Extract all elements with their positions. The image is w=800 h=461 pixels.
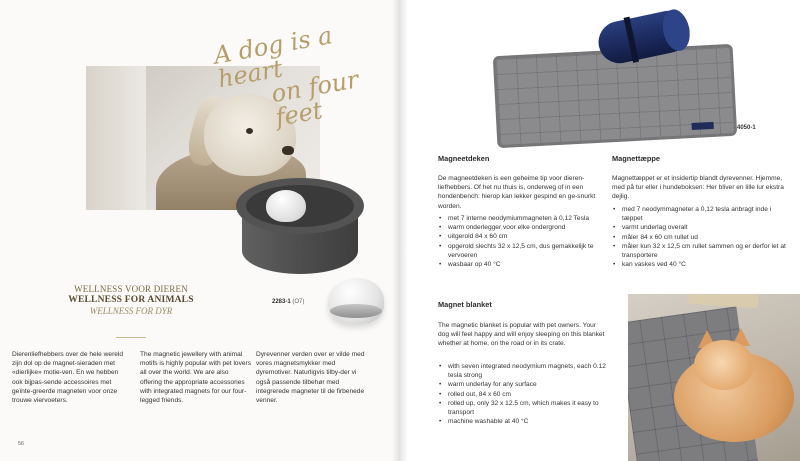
list-item: • rolled up, only 32 x 12.5 cm, which makes it easy to transport — [438, 399, 608, 417]
text-column-en: The magnetic jewellery with animal motifs is highly popular with pet lovers all over the world. We are also offering the appropriate accessories with integrated magnets for our four-legged friends. — [140, 351, 252, 405]
wellness-da: WELLNESS FOR DYR — [89, 306, 173, 316]
magnet-stone-image — [328, 278, 384, 324]
list-item: • met 7 interne neodymiummagneten à 0,12 Tesla — [438, 214, 598, 223]
heading-magnet-blanket: Magnet blanket — [438, 300, 492, 309]
wellness-nl: WELLNESS VOOR DIEREN — [74, 284, 188, 294]
text-column-da: Dyrevenner verden over er vilde med vores magnetsmykker med dyremotiver. Naturligvis tilby-der vi også passende tilbehør med integrerede magneter til de firbenede venner. — [256, 351, 365, 405]
list-item: • måler 84 x 60 cm rullet ud — [612, 233, 792, 242]
bullets-magnet-blanket — [438, 362, 608, 426]
list-item: • machine washable at 40 °C — [438, 417, 608, 426]
list-item: • med 7 neodymmagneter a 0,12 tesla anbragt inde i tæppet — [612, 205, 792, 223]
text-column-nl: Dierenliefhebbers over de hele wereld zijn dol op de magnet-sieraden met «dierlijke» motie-ven. En we hebben ook bijpas-sende accessoires met geïnte-greerde magneten voor onze trouwe viervoeters. — [12, 351, 124, 405]
book-gutter — [392, 0, 408, 461]
list-item: • rolled out, 84 x 60 cm — [438, 390, 608, 399]
heading-magnettaeppe: Magnettæppe — [612, 154, 661, 163]
list-item: • måler kun 32 x 12,5 cm rullet sammen og er derfor let at transportere — [612, 242, 792, 260]
product-code: 2283-1 — [272, 299, 291, 305]
list-item: • with seven integrated neodymium magnets, each 0.12 tesla strong — [438, 362, 608, 380]
tape-strip — [688, 294, 759, 308]
product-code-suffix: (O7) — [292, 299, 305, 305]
intro-magneetdeken: De magneetdeken is een geheime tip voor dieren-liefhebbers. Of het nu thuis is, onderweg of in een hondenbench: hierop kan lekker gespind en ge-snurkt worden. — [438, 175, 596, 210]
pet-bowl-image — [236, 178, 364, 278]
product-code-2283 — [272, 299, 304, 305]
cat-photo — [628, 294, 800, 461]
list-item: • warm onderlegger voor elke ondergrond — [438, 223, 598, 232]
list-item: • varmt underlag overalt — [612, 223, 792, 232]
magnet-stone — [266, 190, 306, 222]
cat-head — [694, 340, 754, 390]
list-item: • opgerold slechts 32 x 12,5 cm, dus gemakkelijk te vervoeren — [438, 242, 598, 260]
product-code-4050: 4050-1 — [737, 125, 756, 131]
page-number: 56 — [18, 441, 25, 447]
divider — [116, 337, 146, 338]
intro-magnettaeppe: Magnettæppet er et insidertip blandt dyrevenner. Hjemme, med på tur eller i hundeboksen: Her bliver en lille lur ekstra dejlig. — [612, 175, 784, 201]
script-title-line-2: on four feet — [269, 65, 361, 132]
list-item: • kan vaskes ved 40 °C — [612, 260, 792, 269]
heading-magneetdeken: Magneetdeken — [438, 154, 490, 163]
person-shoulder — [86, 66, 146, 210]
intro-magnet-blanket: The magnetic blanket is popular with pet owners. Your dog will feel happy and will enjoy sleeping on this blanket whether at home, on the road or in its crate. — [438, 322, 605, 348]
list-item: • warm underlay for any surface — [438, 380, 608, 389]
dog-nose — [282, 146, 294, 155]
list-item: • uitgerold 84 x 60 cm — [438, 232, 598, 241]
script-title-line-1: A dog is a heart — [211, 21, 335, 94]
wellness-heading — [58, 284, 204, 338]
wellness-en: WELLNESS FOR ANIMALS — [68, 295, 194, 305]
script-title — [212, 13, 406, 139]
bullets-magnettaeppe — [612, 205, 792, 269]
bullets-magneetdeken — [438, 214, 598, 269]
blanket-label — [692, 122, 714, 130]
list-item: • wasbaar op 40 °C — [438, 260, 598, 269]
